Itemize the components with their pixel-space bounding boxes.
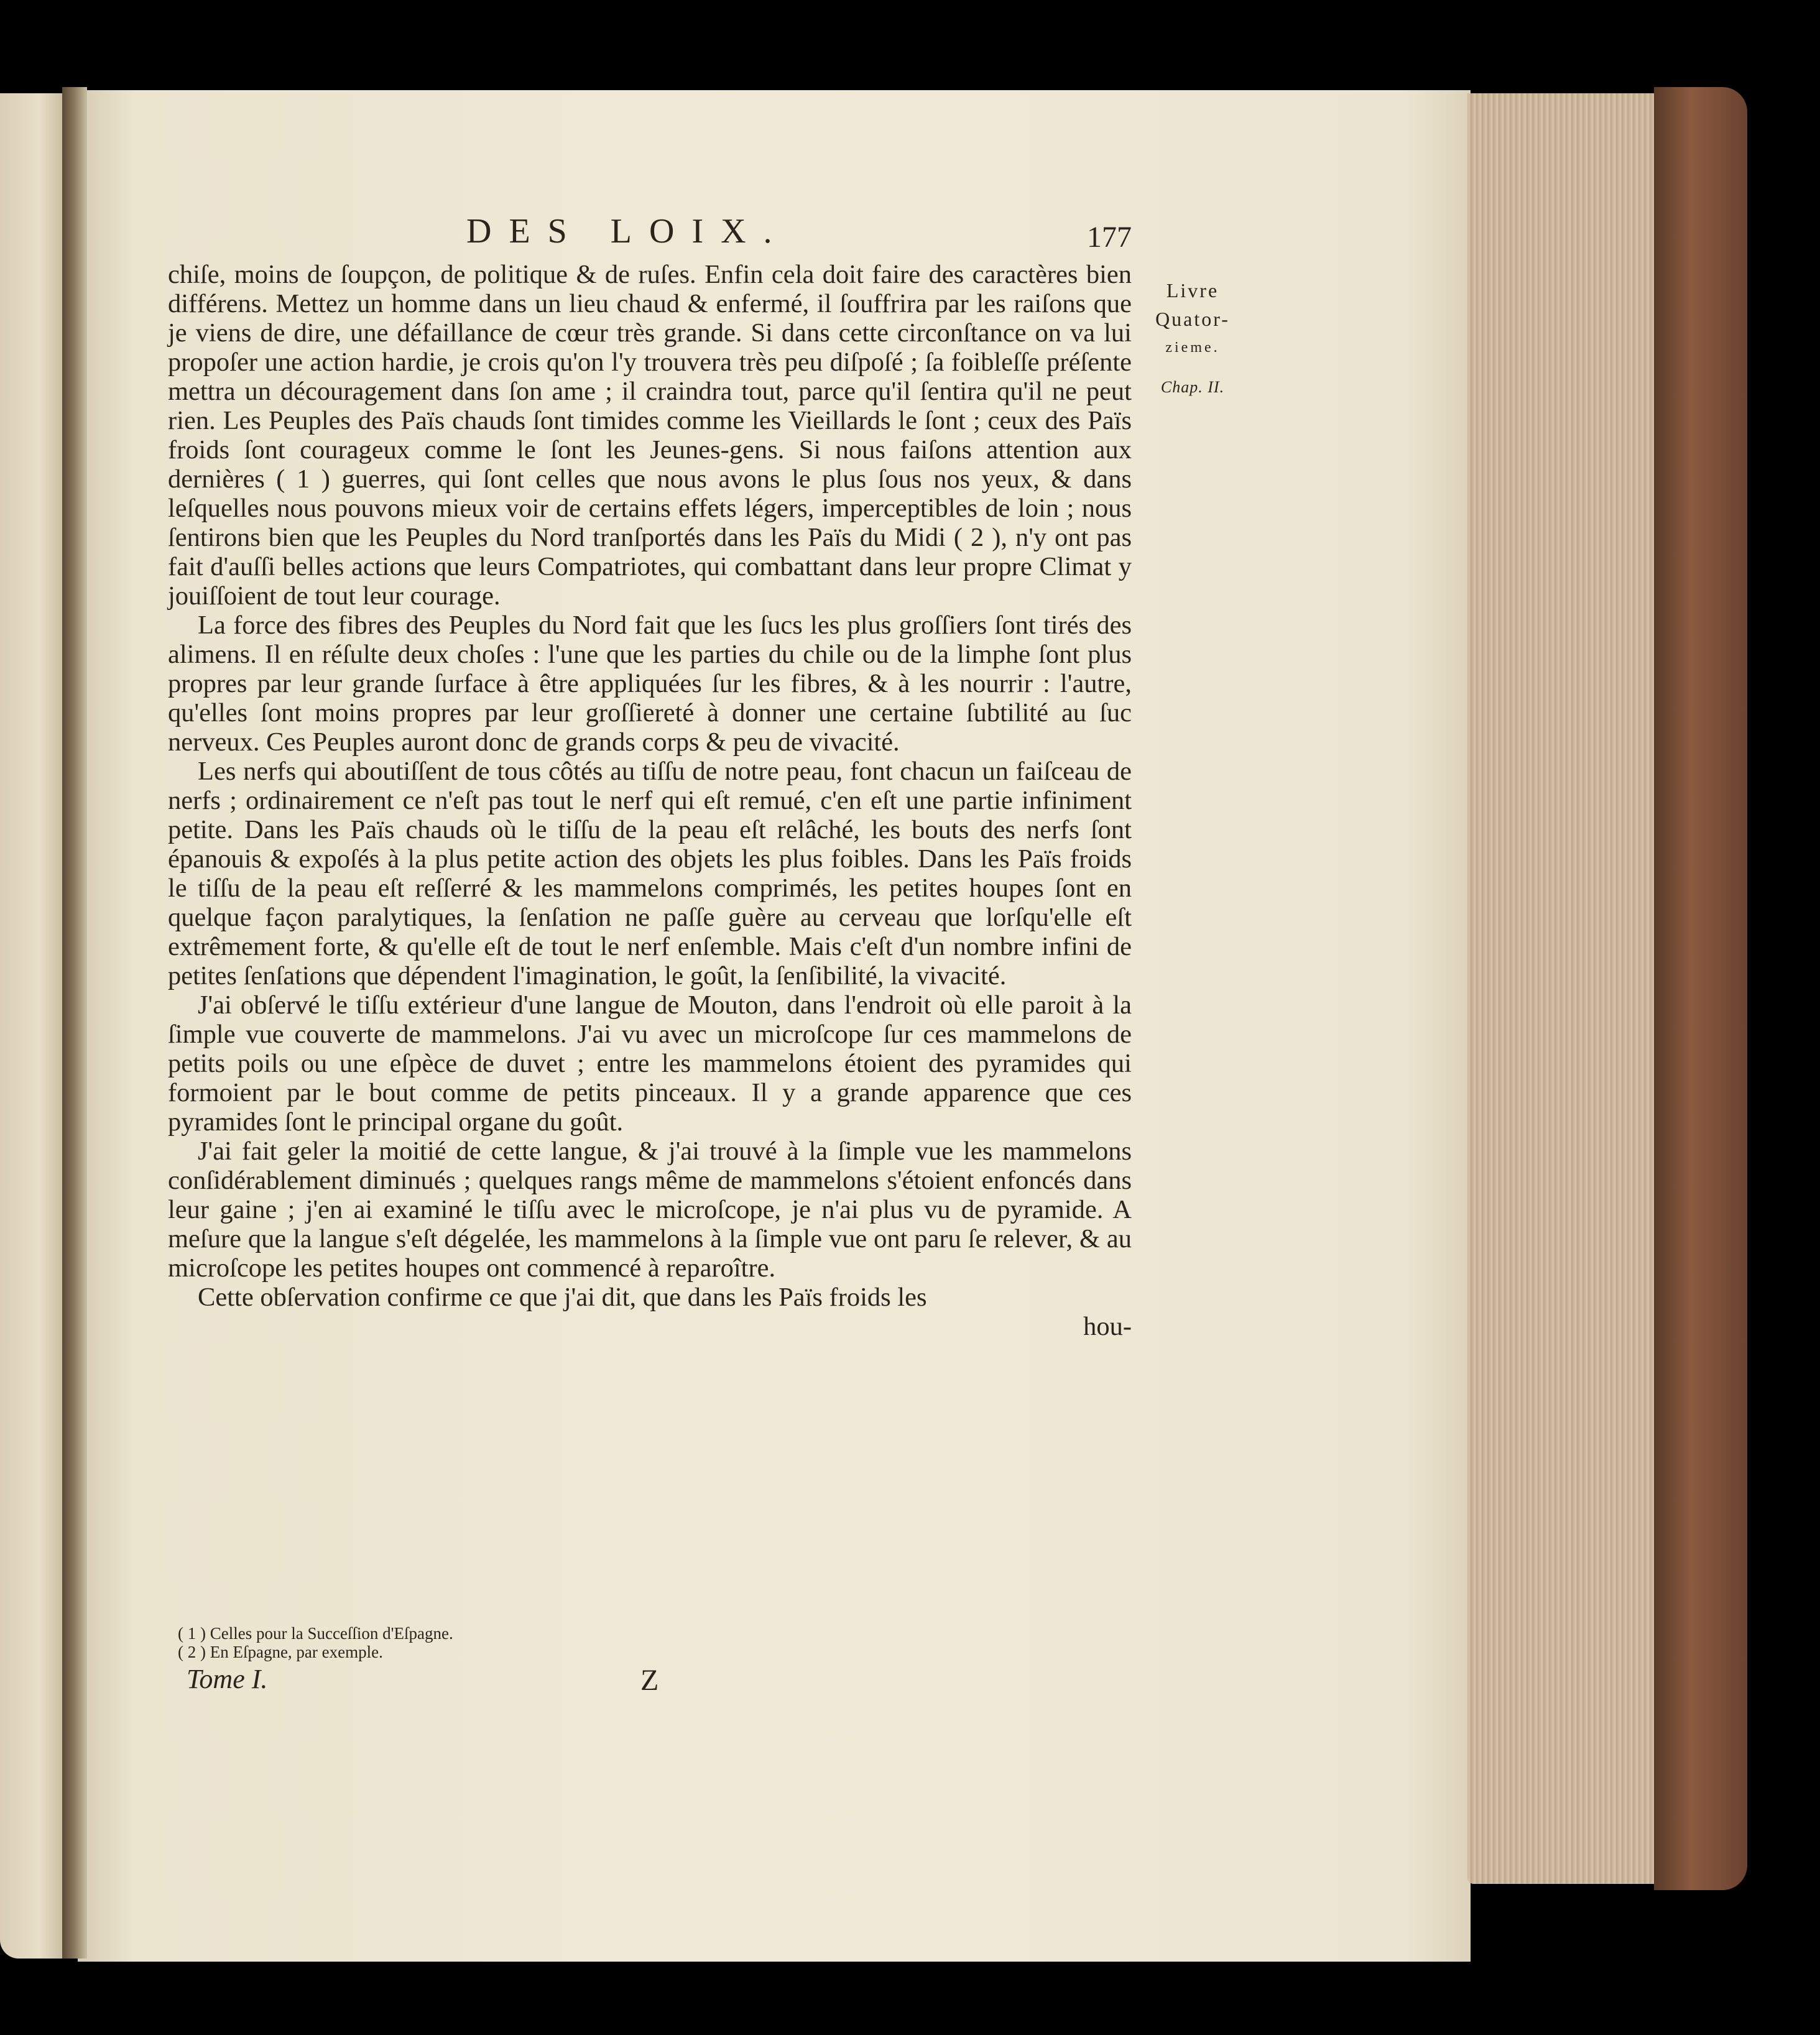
left-page-edge [0,93,72,1959]
catchword: hou- [1083,1312,1132,1341]
body-text [168,260,1132,1341]
running-title: DES LOIX. [466,212,790,251]
page-fore-edge [1467,93,1666,1884]
margin-note-chapter: Chap. II. [1160,378,1225,396]
margin-note-line: Livre [1166,279,1219,302]
margin-note-line: zieme. [1165,339,1220,356]
paragraph: Cette obſervation confirme ce que j'ai dit, que dans les Païs froids les [198,1283,927,1312]
paragraph: J'ai obſervé le tiſſu extérieur d'une langue de Mouton, dans l'endroit où elle paroit à la ſimple vue couverte de mammelons. J'ai vu avec un microſcope ſur ces mammelons de petits poils ou une eſpèce de duvet ; entre les mammelons étoient des pyramides qui formoient par le bout comme de petits pinceaux. Il y a grande apparence que ces pyramides ſont le principal organe du goût. [168,990,1132,1137]
signature-mark: Z [640,1664,659,1697]
margin-note-line: Quator- [1155,308,1230,330]
paragraph: chiſe, moins de ſoupçon, de politique & de ruſes. Enfin cela doit faire des caractères bien différens. Mettez un homme dans un lieu chaud & enfermé, il ſouffrira par les raiſons que je viens de dire, une défaillance de cœur très grande. Si dans cette circonſtance on va lui propoſer une action hardie, je crois qu'on l'y trouvera très peu diſpoſé ; ſa foibleſſe préſente mettra un découragement dans ſon ame ; il craindra tout, parce qu'il ſentira qu'il ne peut rien. Les Peuples des Païs chauds ſont timides comme les Vieillards le ſont ; ceux des Païs froids ſont courageux comme le ſont les Jeunes-gens. Si nous faiſons attention aux dernières ( 1 ) guerres, qui ſont celles que nous avons le plus ſous nos yeux, & dans leſquelles nous pouvons mieux voir de certains effets légers, imperceptibles de loin ; nous ſentirons bien que les Peuples du Nord tranſportés dans les Païs du Midi ( 2 ), n'y ont pas fait d'auſſi belles actions que leurs Compatriotes, qui combattant dans leur propre Climat y jouiſſoient de tout leur courage. [168,260,1132,611]
paragraph: J'ai fait geler la moitié de cette langue, & j'ai trouvé à la ſimple vue les mammelons conſidérablement diminués ; quelques rangs même de mammelons s'étoient enfoncés dans leur gaine ; j'en ai examiné le tiſſu avec le microſcope, je n'ai plus vu de pyramide. A meſure que la langue s'eſt dégelée, les mammelons à la ſimple vue ont paru ſe relever, & au microſcope les petites houpes ont commencé à reparoître. [168,1137,1132,1283]
book-cover [1654,87,1747,1890]
footnote: ( 1 ) Celles pour la Succeſſion d'Eſpagne. [178,1624,453,1643]
footnote: ( 2 ) En Eſpagne, par exemple. [178,1643,383,1661]
book-gutter [62,87,87,1959]
volume-label: Tome I. [187,1664,268,1694]
paragraph: Les nerfs qui aboutiſſent de tous côtés au tiſſu de notre peau, font chacun un faiſceau de nerfs ; ordinairement ce n'eſt pas tout le nerf qui eſt remué, c'en eſt une partie infiniment petite. Dans les Païs chauds où le tiſſu de la peau eſt relâché, les bouts des nerfs ſont épanouis & expoſés à la plus petite action des objets les plus foibles. Dans les Païs froids le tiſſu de la peau eſt reſſerré & les mammelons comprimés, les petites houpes ſont en quelque façon paralytiques, la ſenſation ne paſſe guère au cerveau que lorſqu'elle eſt extrêmement forte, & qu'elle eſt de tout le nerf enſemble. Mais c'eſt d'un nombre infini de petites ſenſations que dépendent l'imagination, le goût, la ſenſibilité, la vivacité. [168,757,1132,990]
footnotes [178,1624,737,1661]
paragraph: La force des fibres des Peuples du Nord fait que les ſucs les plus groſſiers ſont tirés des alimens. Il en réſulte deux choſes : l'une que les parties du chile ou de la limphe ſont plus propres par leur grande ſurface à être appliquées ſur les fibres, & à les nourrir : l'autre, qu'elles ſont moins propres par leur groſſiereté à donner une certaine ſubtilité au ſuc nerveux. Ces Peuples auront donc de grands corps & peu de vivacité. [168,611,1132,757]
margin-note [1143,276,1242,402]
page-number: 177 [1087,221,1132,254]
